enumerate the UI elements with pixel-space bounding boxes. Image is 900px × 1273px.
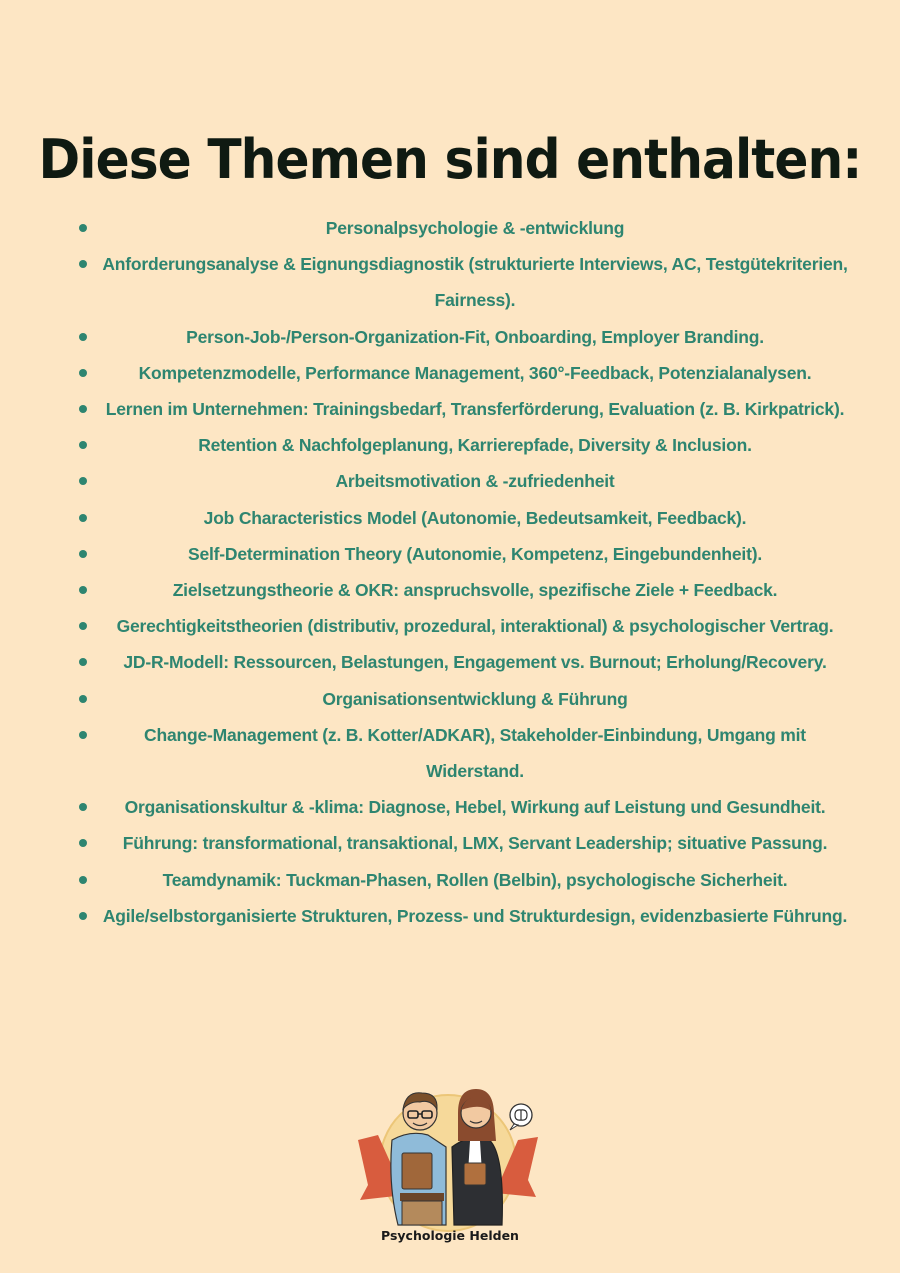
topic-text: Teamdynamik: Tuckman-Phasen, Rollen (Belbin), psychologische Sicherheit. <box>162 869 788 890</box>
topic-text: Arbeitsmotivation & -zufriedenheit <box>335 471 615 492</box>
bullet-icon <box>79 550 87 558</box>
bullet-icon <box>79 695 87 703</box>
bullet-icon <box>79 731 87 739</box>
topic-text: Organisationsentwicklung & Führung <box>322 688 628 709</box>
topic-text: Self-Determination Theory (Autonomie, Kompetenz, Eingebundenheit). <box>187 543 763 564</box>
topic-list <box>70 210 850 934</box>
topic-text: Führung: transformational, transaktional, LMX, Servant Leadership; situative Passung. <box>122 833 828 854</box>
topic-text: Job Characteristics Model (Autonomie, Bedeutsamkeit, Feedback). <box>203 507 747 528</box>
topic-text: Personalpsychologie & -entwicklung <box>325 218 625 238</box>
bullet-icon <box>79 260 87 268</box>
topic-item <box>70 319 850 355</box>
page-title: Diese Themen sind enthalten: <box>38 128 862 192</box>
bullet-icon <box>79 224 87 232</box>
brain-icon <box>510 1104 532 1130</box>
topic-item <box>70 500 850 536</box>
psychologie-helden-emblem <box>350 1075 550 1235</box>
bullet-icon <box>79 839 87 847</box>
topic-item <box>70 644 850 680</box>
topic-item <box>70 355 850 391</box>
topic-text: Zielsetzungstheorie & OKR: anspruchsvolle, spezifische Ziele + Feedback. <box>172 580 778 601</box>
bullet-icon <box>79 803 87 811</box>
topic-item <box>70 789 850 825</box>
topic-text: Anforderungsanalyse & Eignungsdiagnostik (strukturierte Interviews, AC, Testgütekriterien, Fairness). <box>102 254 848 311</box>
topic-item <box>70 536 850 572</box>
brand-name: Psychologie Helden <box>381 1228 519 1243</box>
topic-text: JD-R-Modell: Ressourcen, Belastungen, Engagement vs. Burnout; Erholung/Recovery. <box>123 652 827 673</box>
topic-item <box>70 681 850 717</box>
topic-text: Lernen im Unternehmen: Trainingsbedarf, Transferförderung, Evaluation (z. B. Kirkpatrick). <box>105 399 845 420</box>
topic-item <box>70 210 850 246</box>
topic-item <box>70 427 850 463</box>
bullet-icon <box>79 441 87 449</box>
topic-text: Person-Job-/Person-Organization-Fit, Onboarding, Employer Branding. <box>186 326 764 347</box>
topic-text: Gerechtigkeitstheorien (distributiv, prozedural, interaktional) & psychologischer Vertrag. <box>116 616 834 637</box>
topic-item <box>70 572 850 608</box>
topic-text: Organisationskultur & -klima: Diagnose, Hebel, Wirkung auf Leistung und Gesundheit. <box>124 797 826 818</box>
bullet-icon <box>79 876 87 884</box>
bullet-icon <box>79 514 87 522</box>
topic-item <box>70 862 850 898</box>
topic-item <box>70 825 850 861</box>
topic-item <box>70 463 850 499</box>
topic-item <box>70 717 850 789</box>
bullet-icon <box>79 369 87 377</box>
topic-text: Change-Management (z. B. Kotter/ADKAR), Stakeholder-Einbindung, Umgang mit Widerstand. <box>144 724 806 782</box>
topic-item <box>70 608 850 644</box>
topic-text: Agile/selbstorganisierte Strukturen, Prozess- und Strukturdesign, evidenzbasierte Führung. <box>102 905 848 926</box>
bullet-icon <box>79 586 87 594</box>
bullet-icon <box>79 622 87 630</box>
bullet-icon <box>79 333 87 341</box>
topic-item <box>70 391 850 427</box>
bullet-icon <box>79 477 87 485</box>
topic-text: Retention & Nachfolgeplanung, Karrierepfade, Diversity & Inclusion. <box>198 435 752 456</box>
topic-item <box>70 898 850 934</box>
topic-item <box>70 246 850 318</box>
bullet-icon <box>79 912 87 920</box>
bullet-icon <box>79 658 87 666</box>
topic-text: Kompetenzmodelle, Performance Management, 360°-Feedback, Potenzialanalysen. <box>138 362 812 383</box>
bullet-icon <box>79 405 87 413</box>
